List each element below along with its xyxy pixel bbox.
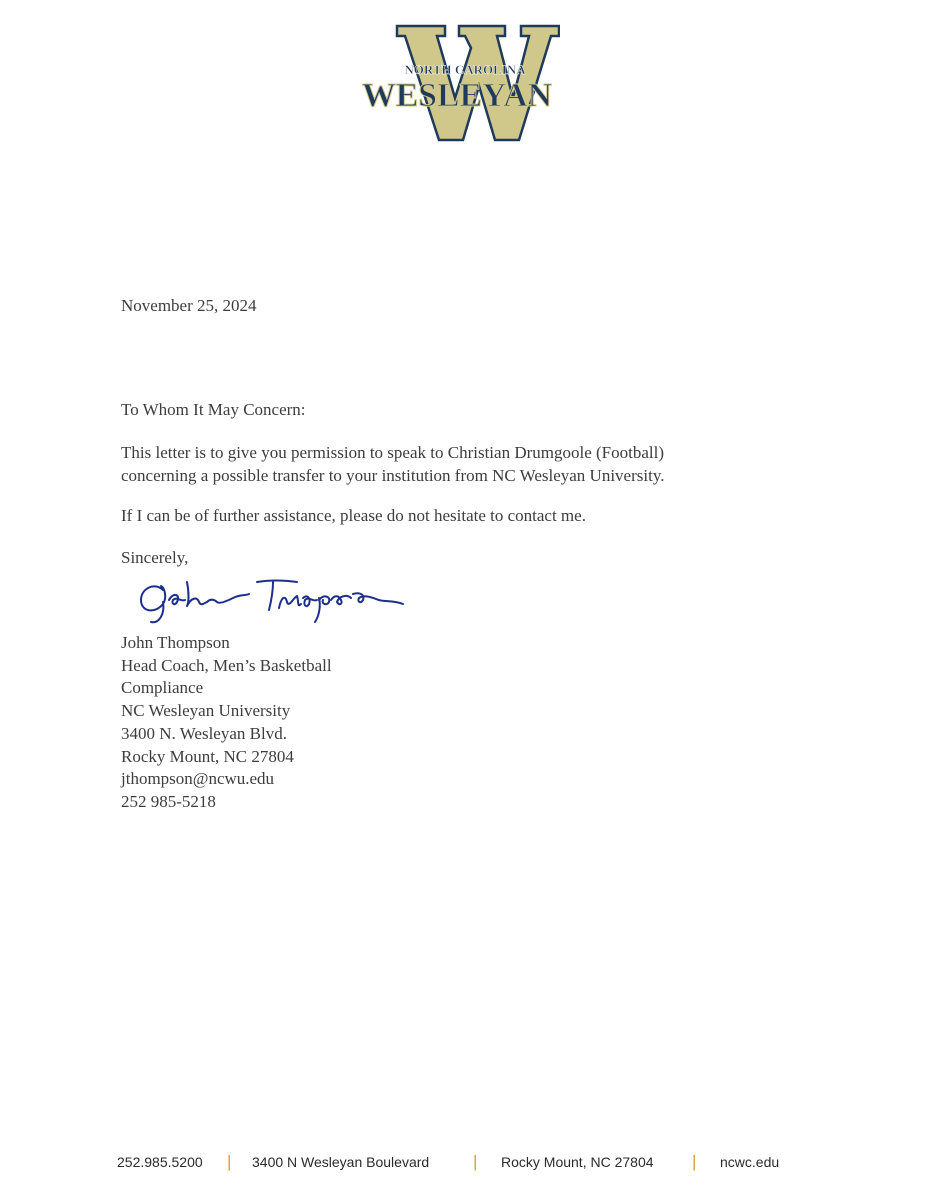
- footer-city: Rocky Mount, NC 27804: [501, 1154, 654, 1170]
- logo-main-text: WESLEYAN: [362, 77, 553, 114]
- letter-date: November 25, 2024: [121, 296, 257, 315]
- paragraph-line: concerning a possible transfer to your institution from NC Wesleyan University.: [121, 466, 665, 485]
- footer-separator: |: [692, 1152, 697, 1171]
- signatory-institution: NC Wesleyan University: [121, 701, 291, 721]
- nc-wesleyan-logo: [355, 22, 560, 144]
- signatory-street: 3400 N. Wesleyan Blvd.: [121, 723, 287, 743]
- body-paragraph-assistance: If I can be of further assistance, please do not hesitate to contact me.: [121, 506, 586, 525]
- salutation: To Whom It May Concern:: [121, 400, 306, 419]
- signatory-department: Compliance: [121, 678, 204, 698]
- footer-website: ncwc.edu: [720, 1154, 780, 1170]
- footer-address: 3400 N Wesleyan Boulevard: [252, 1154, 430, 1170]
- footer-phone: 252.985.5200: [117, 1154, 203, 1170]
- body-paragraph-permission: [121, 441, 664, 487]
- signatory-city-state-zip: Rocky Mount, NC 27804: [121, 746, 294, 766]
- signature-block: [121, 632, 332, 814]
- closing: Sincerely,: [121, 548, 189, 567]
- paragraph-line: This letter is to give you permission to speak to Christian Drumgoole (Football): [121, 443, 664, 462]
- letterhead-footer: [117, 1152, 807, 1174]
- signatory-name: John Thompson: [121, 633, 230, 652]
- signatory-title: Head Coach, Men’s Basketball: [121, 655, 332, 675]
- logo-top-text: NORTH CAROLINA: [404, 62, 526, 77]
- signatory-phone: 252 985-5218: [121, 791, 216, 811]
- handwritten-signature: [133, 572, 413, 628]
- signatory-email: jthompson@ncwu.edu: [121, 769, 275, 789]
- footer-separator: |: [227, 1152, 232, 1171]
- footer-separator: |: [473, 1152, 478, 1171]
